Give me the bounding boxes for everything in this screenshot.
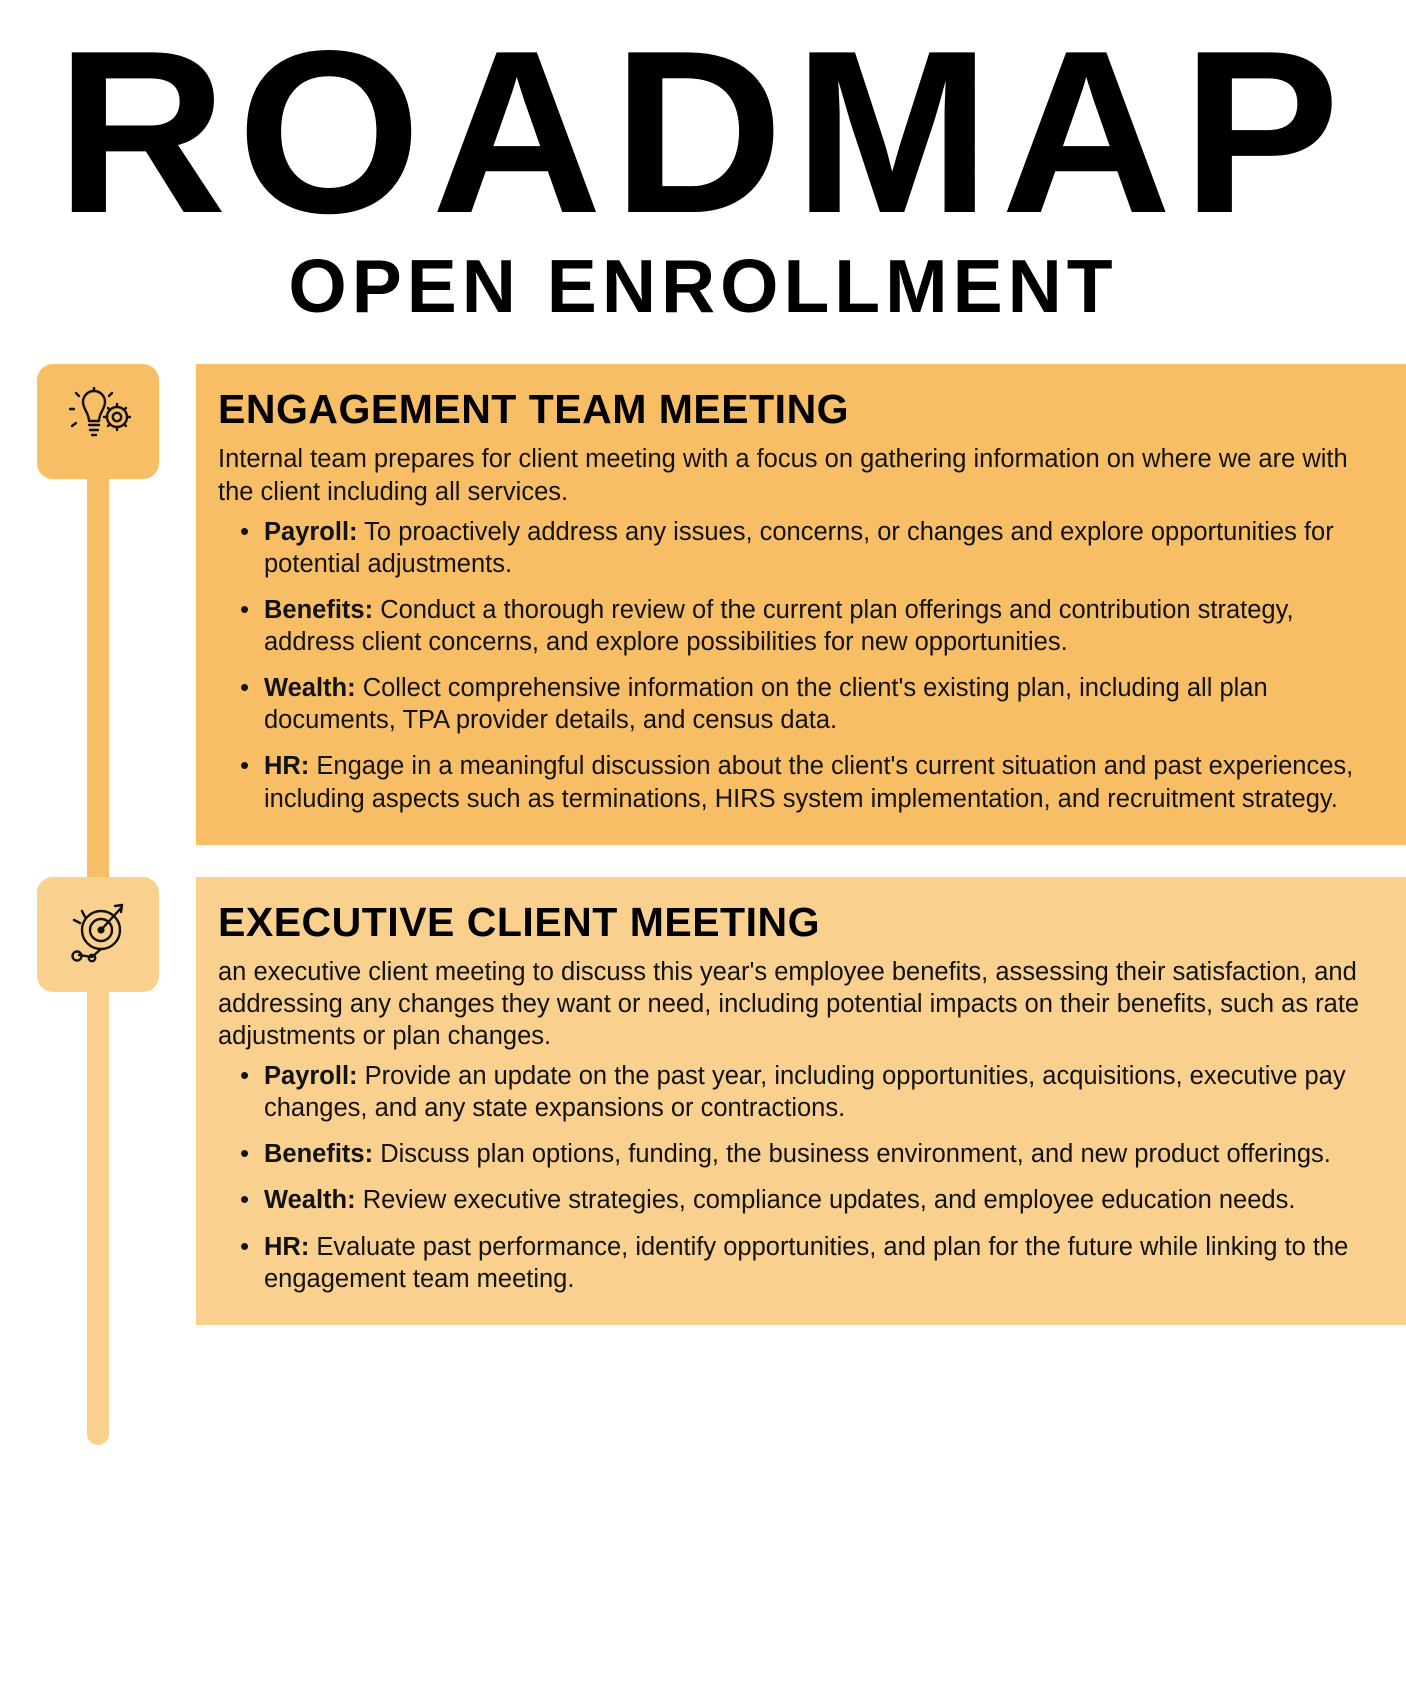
bullet-text: Discuss plan options, funding, the business environment, and new product offerings.	[373, 1140, 1331, 1169]
bullet-text: To proactively address any issues, concerns, or changes and explore opportunities for potential adjustments.	[264, 517, 1334, 578]
bullet-text: Collect comprehensive information on the client's existing plan, including all plan documents, TPA provider details, and census data.	[264, 674, 1268, 735]
step-2-icon-box	[37, 877, 159, 992]
step-1-title: ENGAGEMENT TEAM MEETING	[218, 386, 850, 433]
list-item	[264, 672, 1372, 736]
bullet-lead: Benefits:	[264, 595, 374, 624]
step-2-intro: an executive client meeting to discuss this year's employee benefits, assessing their satisfaction, and addressing any changes they want or need, including potential impacts on their benefits, such as rate adjustments or plan changes.	[218, 957, 1360, 1050]
roadmap-sections	[0, 364, 1406, 1324]
bullet-text: Evaluate past performance, identify opportunities, and plan for the future while linking to the engagement team meeting.	[264, 1232, 1349, 1293]
list-item	[264, 594, 1372, 658]
page-subtitle: OPEN ENROLLMENT	[288, 244, 1118, 329]
bullet-lead: Payroll:	[264, 1062, 358, 1091]
step-2-rail	[0, 877, 196, 992]
step-2-title: EXECUTIVE CLIENT MEETING	[218, 898, 820, 945]
step-2-card	[196, 877, 1406, 1325]
list-item	[264, 1138, 1372, 1170]
step-1-rail	[0, 364, 196, 479]
step-1-intro: Internal team prepares for client meeting with a focus on gathering information on where we are with the client including all services.	[218, 445, 1348, 506]
page-title: ROADMAP	[55, 3, 1350, 262]
poster-header	[0, 0, 1406, 329]
lightbulb-gear-icon	[59, 387, 137, 457]
step-2-stem	[87, 977, 109, 1445]
bullet-lead: Wealth:	[264, 1186, 356, 1215]
list-item	[264, 750, 1372, 814]
bullet-text: Provide an update on the past year, including opportunities, acquisitions, executive pay changes, and any state expansions or contractions.	[264, 1062, 1346, 1123]
roadmap-step-2	[0, 877, 1406, 1325]
bullet-text: Review executive strategies, compliance updates, and employee education needs.	[355, 1186, 1296, 1215]
bullet-text: Conduct a thorough review of the current plan offerings and contribution strategy, address client concerns, and explore possibilities for new opportunities.	[264, 595, 1294, 657]
bullet-lead: Wealth:	[264, 674, 356, 703]
list-item	[264, 1184, 1372, 1216]
roadmap-step-1	[0, 364, 1406, 844]
list-item	[264, 1060, 1372, 1124]
step-1-card	[196, 364, 1406, 844]
step-1-bullet-list	[218, 516, 1372, 815]
list-item	[264, 1231, 1372, 1295]
bullet-lead: Benefits:	[264, 1140, 374, 1169]
target-arrow-icon	[61, 898, 135, 970]
bullet-lead: Payroll:	[264, 517, 358, 546]
list-item	[264, 516, 1372, 580]
bullet-lead: HR:	[264, 1232, 310, 1261]
step-1-icon-box	[37, 364, 159, 479]
bullet-lead: HR:	[264, 752, 310, 781]
step-2-bullet-list	[218, 1060, 1372, 1295]
bullet-text: Engage in a meaningful discussion about the client's current situation and past experiences, including aspects such as terminations, HIRS system implementation, and recruitment strategy.	[264, 752, 1354, 813]
